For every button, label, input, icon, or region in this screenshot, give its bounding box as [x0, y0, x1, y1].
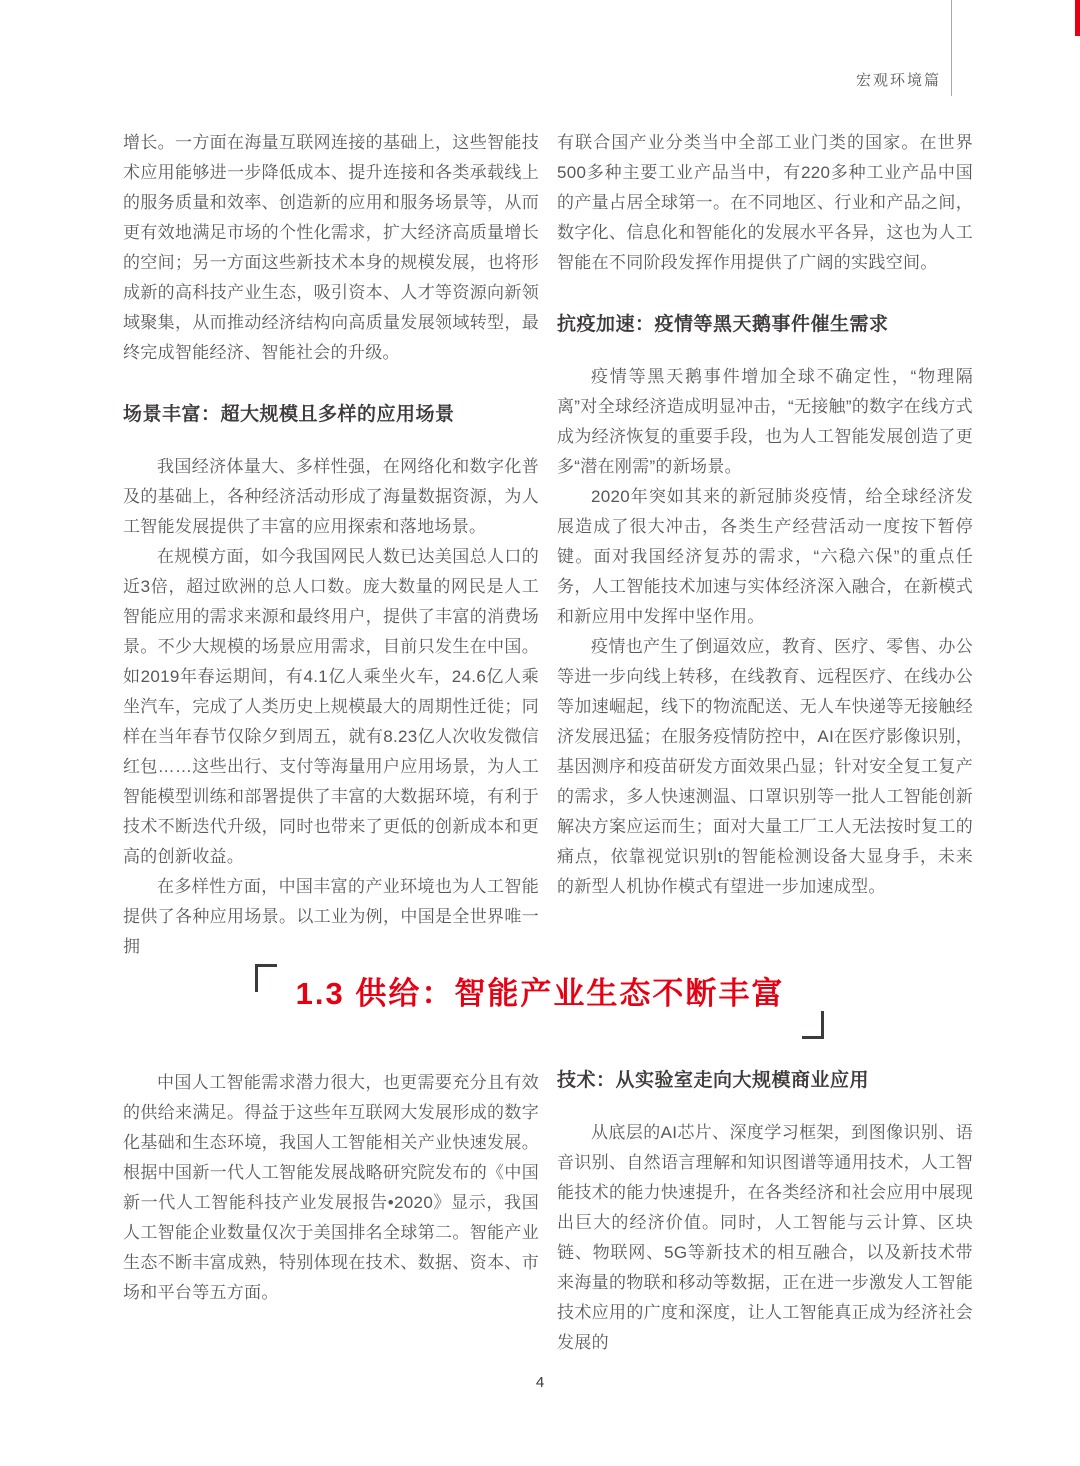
- column-bottom-right: [557, 1068, 973, 1358]
- body-paragraph: 有联合国产业分类当中全部工业门类的国家。在世界500多种主要工业产品当中，有220多种工业产品中国的产量占居全球第一。在不同地区、行业和产品之间，数字化、信息化和智能化的发展水平各异，这也为人工智能在不同阶段发挥作用提供了广阔的实践空间。: [557, 133, 973, 272]
- column-bottom-left: [123, 1068, 539, 1308]
- section-title-band: [0, 948, 1080, 1073]
- title-corner-bracket-top-left: [255, 964, 277, 992]
- column-top-left: [123, 128, 539, 962]
- body-paragraph: 在规模方面，如今我国网民人数已达美国总人口的近3倍，超过欧洲的总人口数。庞大数量的网民是人工智能应用的需求来源和最终用户，提供了丰富的消费场景。不少大规模的场景应用需求，目前只发生在中国。如2019年春运期间，有4.1亿人乘坐火车，24.6亿人乘坐汽车，完成了人类历史上规模最大的周期性迁徙；同样在当年春节仅除夕到周五，就有8.23亿人次收发微信红包……这些出行、支付等海量用户应用场景，为人工智能模型训练和部署提供了丰富的大数据环境，有利于技术不断迭代升级，同时也带来了更低的创新成本和更高的创新收益。: [123, 547, 539, 866]
- column-heading: 抗疫加速：疫情等黑天鹅事件催生需求: [557, 314, 889, 335]
- body-paragraph: 中国人工智能需求潜力很大，也更需要充分且有效的供给来满足。得益于这些年互联网大发展形成的数字化基础和生态环境，我国人工智能相关产业快速发展。根据中国新一代人工智能发展战略研究院发布的《中国新一代人工智能科技产业发展报告•2020》显示，我国人工智能企业数量仅次于美国排名全球第二。智能产业生态不断丰富成熟，特别体现在技术、数据、资本、市场和平台等五方面。: [123, 1073, 539, 1302]
- column-heading: 技术：从实验室走向大规模商业应用: [557, 1070, 870, 1091]
- page-header: [856, 0, 952, 96]
- column-heading: 场景丰富：超大规模且多样的应用场景: [123, 404, 455, 425]
- body-paragraph: 2020年突如其来的新冠肺炎疫情，给全球经济发展造成了很大冲击，各类生产经营活动一度按下暂停键。面对我国经济复苏的需求，“六稳六保”的重点任务，人工智能技术加速与实体经济深入融合，在新模式和新应用中发挥中坚作用。: [557, 487, 973, 626]
- body-paragraph: 疫情也产生了倒逼效应，教育、医疗、零售、办公等进一步向线上转移，在线教育、远程医疗、在线办公等加速崛起，线下的物流配送、无人车快递等无接触经济发展迅猛；在服务疫情防控中，AI在医疗影像识别，基因测序和疫苗研发方面效果凸显；针对安全复工复产的需求，多人快速测温、口罩识别等一批人工智能创新解决方案应运而生；面对大量工厂工人无法按时复工的痛点，依靠视觉识别t的智能检测设备大显身手，未来的新型人机协作模式有望进一步加速成型。: [557, 637, 973, 896]
- page-number: 4: [535, 1374, 545, 1391]
- body-paragraph: 我国经济体量大、多样性强，在网络化和数字化普及的基础上，各种经济活动形成了海量数据资源，为人工智能发展提供了丰富的应用探索和落地场景。: [123, 457, 539, 536]
- running-head-section-label: 宏观环境篇: [855, 72, 941, 89]
- body-paragraph: 在多样性方面，中国丰富的产业环境也为人工智能提供了各种应用场景。以工业为例，中国是全世界唯一拥: [123, 877, 539, 956]
- body-paragraph: 增长。一方面在海量互联网连接的基础上，这些智能技术应用能够进一步降低成本、提升连接和各类承载线上的服务质量和效率、创造新的应用和服务场景等，从而更有效地满足市场的个性化需求，扩大经济高质量增长的空间；另一方面这些新技术本身的规模发展，也将形成新的高科技产业生态，吸引资本、人才等资源向新领域聚集，从而推动经济结构向高质量发展领域转型，最终完成智能经济、智能社会的升级。: [123, 133, 539, 362]
- column-top-right: [557, 128, 973, 902]
- page-edge-accent-bar: [1075, 0, 1080, 36]
- page-footer: [0, 1374, 1080, 1392]
- title-corner-bracket-bottom-right: [802, 1011, 824, 1039]
- body-paragraph: 从底层的AI芯片、深度学习框架，到图像识别、语音识别、自然语言理解和知识图谱等通用技术，人工智能技术的能力快速提升，在各类经济和社会应用中展现出巨大的经济价值。同时，人工智能与云计算、区块链、物联网、5G等新技术的相互融合，以及新技术带来海量的物联和移动等数据，正在进一步激发人工智能技术应用的广度和深度，让人工智能真正成为经济社会发展的: [557, 1123, 973, 1352]
- section-title: 1.3 供给：智能产业生态不断丰富: [295, 976, 785, 1011]
- body-paragraph: 疫情等黑天鹅事件增加全球不确定性，“物理隔离”对全球经济造成明显冲击，“无接触”的数字在线方式成为经济恢复的重要手段，也为人工智能发展创造了更多“潜在刚需”的新场景。: [557, 367, 973, 476]
